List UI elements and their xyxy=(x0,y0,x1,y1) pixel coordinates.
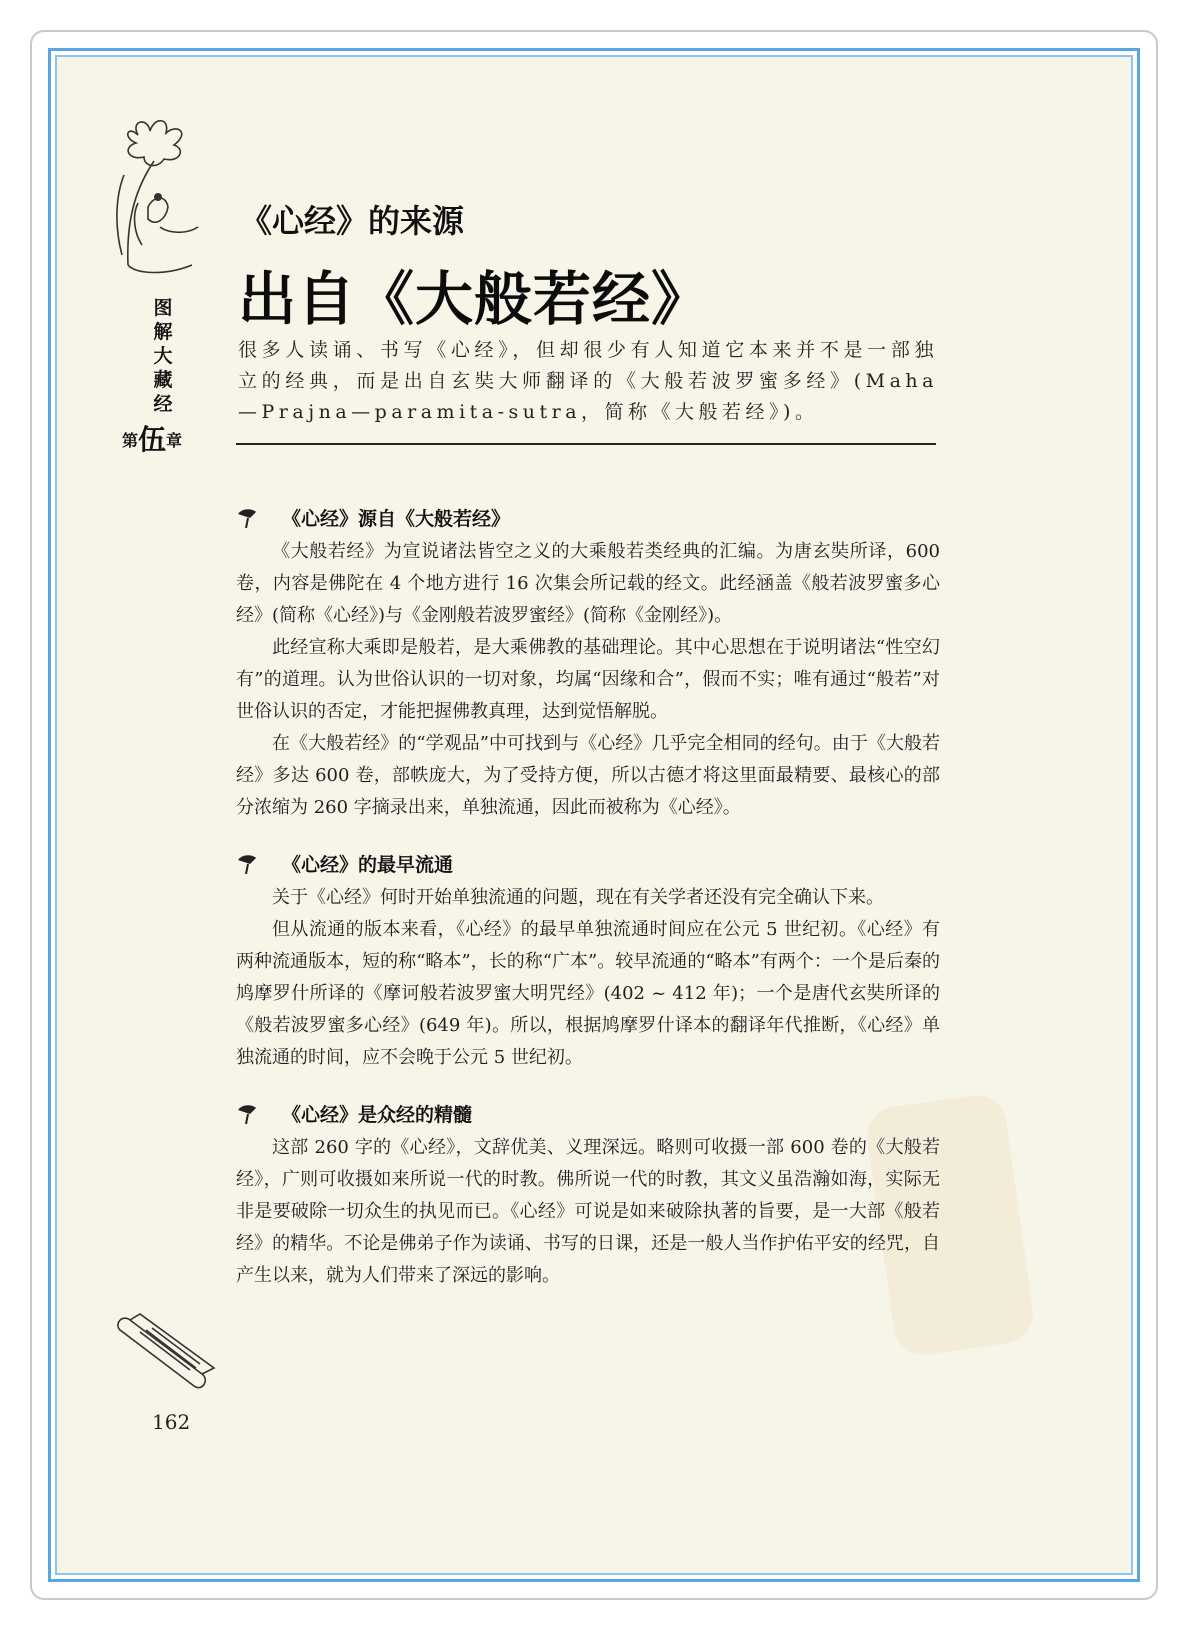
bullet-scroll-icon xyxy=(236,506,258,530)
paragraph: 在《大般若经》的“学观品”中可找到与《心经》几乎完全相同的经句。由于《大般若经》多达 600 卷，部帙庞大，为了受持方便，所以古德才将这里面最精要、最核心的部分浓缩为 260 字摘录出来，单独流通，因此而被称为《心经》。 xyxy=(236,733,940,818)
page-number: 162 xyxy=(152,1410,191,1434)
section-origin xyxy=(236,502,940,824)
section-essence xyxy=(236,1098,940,1292)
intro-paragraph: 很多人读诵、书写《心经》，但却很少有人知道它本来并不是一部独立的经典，而是出自玄奘大师翻译的《大般若波罗蜜多经》(Maha—Prajna—paramita-sutra，简称《大般若经》)。 xyxy=(238,339,938,423)
section-heading: 《心经》是众经的精髓 xyxy=(282,1104,473,1126)
paragraph: 这部 260 字的《心经》，文辞优美、义理深远。略则可收摄一部 600 卷的《大般若经》，广则可收摄如来所说一代的时教。佛所说一代的时教，其文义虽浩瀚如海，实际无非是要破除一切众生的执见而已。《心经》可说是如来破除执著的旨要，是一大部《般若经》的精华。不论是佛弟子作为读诵、书写的日课，还是一般人当作护佑平安的经咒，自产生以来，就为人们带来了深远的影响。 xyxy=(236,1137,940,1286)
paragraph: 《大般若经》为宣说诸法皆空之义的大乘般若类经典的汇编。为唐玄奘所译，600 卷，内容是佛陀在 4 个地方进行 16 次集会所记载的经文。此经涵盖《般若波罗蜜多心经》(简称《心经》)与《金刚般若波罗蜜经》(简称《金刚经》)。 xyxy=(236,541,940,626)
paragraph: 关于《心经》何时开始单独流通的问题，现在有关学者还没有完全确认下来。 xyxy=(272,887,884,908)
section-heading: 《心经》源自《大般若经》 xyxy=(282,508,511,530)
paragraph: 但从流通的版本来看，《心经》的最早单独流通时间应在公元 5 世纪初。《心经》有两种流通版本，短的称“略本”，长的称“广本”。较早流通的“略本”有两个：一个是后秦的鸠摩罗什所译的《摩诃般若波罗蜜大明咒经》(402 ~ 412 年)；一个是唐代玄奘所译的《般若波罗蜜多心经》(649 年)。所以，根据鸠摩罗什译本的翻译年代推断，《心经》单独流通的时间，应不会晚于公元 5 世纪初。 xyxy=(236,919,940,1068)
series-title: 图解大藏经 xyxy=(153,297,173,415)
section-earliest-circulation xyxy=(236,848,940,1074)
paragraph: 此经宣称大乘即是般若，是大乘佛教的基础理论。其中心思想在于说明诸法“性空幻有”的道理。认为世俗认识的一切对象，均属“因缘和合”，假而不实；唯有通过“般若”对世俗认识的否定，才能把握佛教真理，达到觉悟解脱。 xyxy=(236,637,940,722)
lotus-figure-icon xyxy=(108,115,208,285)
divider xyxy=(236,443,936,445)
scroll-icon xyxy=(110,1310,222,1400)
bullet-scroll-icon xyxy=(236,1102,258,1126)
bullet-scroll-icon xyxy=(236,852,258,876)
page-subtitle: 《心经》的来源 xyxy=(240,202,465,240)
page-title: 出自《大般若经》 xyxy=(238,265,711,333)
chapter-label: 第伍章 xyxy=(122,423,183,456)
section-heading: 《心经》的最早流通 xyxy=(282,854,454,876)
